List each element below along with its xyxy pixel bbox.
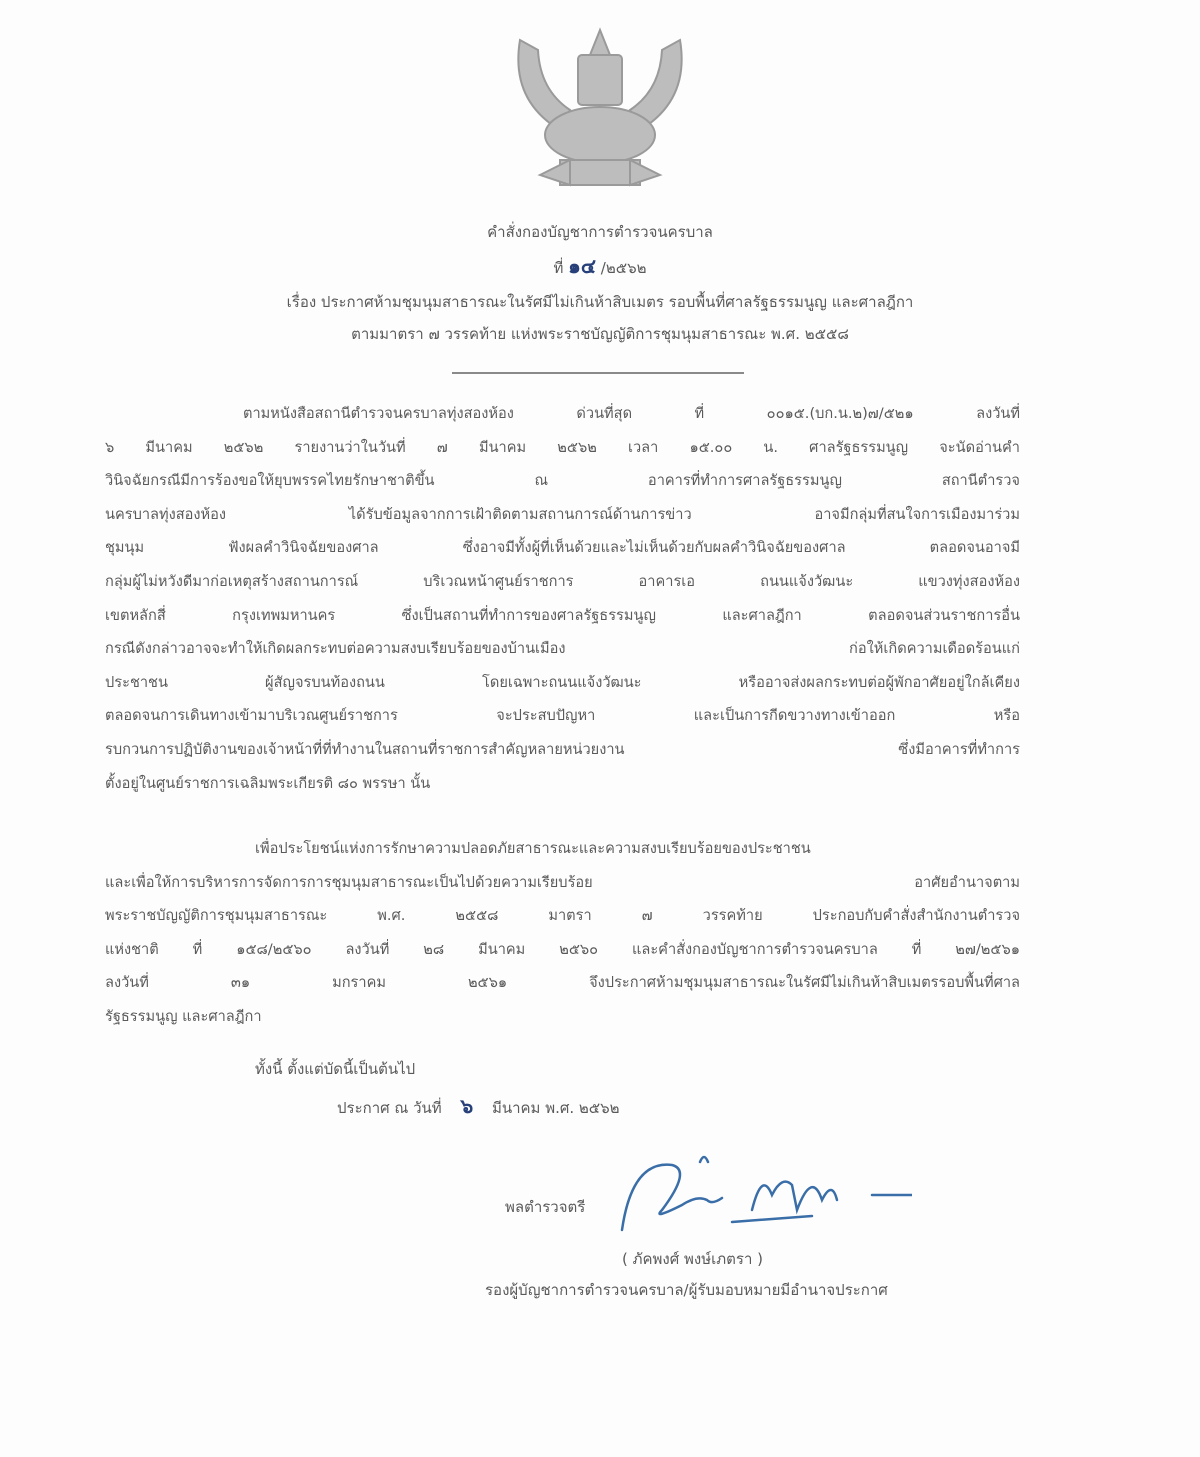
- subject-line-1: เรื่อง ประกาศห้ามชุมนุมสาธารณะในรัศมีไม่เกินห้าสิบเมตร รอบพื้นที่ศาลรัฐธรรมนูญ และศาลฎีกา: [286, 293, 914, 311]
- number-prefix: ที่: [553, 259, 564, 277]
- garuda-emblem-icon: [500, 10, 700, 200]
- paragraph-1: [105, 397, 1020, 800]
- handwritten-number: ๑๔: [568, 254, 597, 278]
- text-line: ตามหนังสือสถานีตำรวจนครบาลทุ่งสองห้อง ด่วนที่สุด ที่ ๐๐๑๕.(บก.น.๒)๗/๕๒๑ ลงวันที่: [243, 405, 1020, 422]
- date-suffix: มีนาคม พ.ศ. ๒๕๖๒: [491, 1099, 620, 1117]
- signature-icon: [612, 1150, 912, 1240]
- number-suffix: /๒๕๖๒: [600, 259, 647, 277]
- text-line: ชุมนุม ฟังผลคำวินิจฉัยของศาล ซึ่งอาจมีทั้งผู้ที่เห็นด้วยและไม่เห็นด้วยกับผลคำวินิจฉัยของศาล ตลอดจนอาจมี: [105, 539, 1020, 557]
- text-line: เขตหลักสี่ กรุงเทพมหานคร ซึ่งเป็นสถานที่ทำการของศาลรัฐธรรมนูญ และศาลฎีกา ตลอดจนส่วนราชการอื่น: [105, 606, 1020, 624]
- text-line: กรณีดังกล่าวอาจจะทำให้เกิดผลกระทบต่อความสงบเรียบร้อยของบ้านเมือง ก่อให้เกิดความเดือดร้อนแก่: [105, 640, 1020, 658]
- text-line: รัฐธรรมนูญ และศาลฎีกา: [105, 1007, 262, 1025]
- text-line: ตลอดจนการเดินทางเข้ามาบริเวณศูนย์ราชการ จะประสบปัญหา และเป็นการกีดขวางทางเข้าออก หรือ: [105, 707, 1020, 725]
- text-line: กลุ่มผู้ไม่หวังดีมาก่อเหตุสร้างสถานการณ์ บริเวณหน้าศูนย์ราชการ อาคารเอ ถนนแจ้งวัฒนะ แขวงทุ่งสองห้อง: [105, 572, 1020, 590]
- order-title: คำสั่งกองบัญชาการตำรวจนครบาล: [487, 223, 713, 241]
- paragraph-2: [105, 832, 1020, 1034]
- text-line: รบกวนการปฏิบัติงานของเจ้าหน้าที่ที่ทำงานในสถานที่ราชการสำคัญหลายหน่วยงาน ซึ่งมีอาคารที่ทำการ: [105, 740, 1020, 758]
- divider: [452, 372, 744, 374]
- text-line: พระราชบัญญัติการชุมนุมสาธารณะ พ.ศ. ๒๕๕๘ มาตรา ๗ วรรคท้าย ประกอบกับคำสั่งสำนักงานตำรวจ: [105, 907, 1020, 925]
- text-line: วินิจฉัยกรณีมีการร้องขอให้ยุบพรรคไทยรักษาชาติขึ้น ณ อาคารที่ทำการศาลรัฐธรรมนูญ สถานีตำรวจ: [105, 472, 1020, 490]
- subject-line-2: ตามมาตรา ๗ วรรคท้าย แห่งพระราชบัญญัติการชุมนุมสาธารณะ พ.ศ. ๒๕๕๘: [351, 325, 849, 343]
- date-prefix: ประกาศ ณ วันที่: [337, 1099, 442, 1117]
- announcement-date: [337, 1090, 620, 1122]
- text-line: ประชาชน ผู้สัญจรบนท้องถนน โดยเฉพาะถนนแจ้งวัฒนะ หรืออาจส่งผลกระทบต่อผู้พักอาศัยอยู่ใกล้เคียง: [105, 673, 1020, 691]
- text-line: นครบาลทุ่งสองห้อง ได้รับข้อมูลจากการเฝ้าติดตามสถานการณ์ด้านการข่าว อาจมีกลุ่มที่สนใจการเมืองมาร่วม: [105, 505, 1020, 523]
- text-line: แห่งชาติ ที่ ๑๕๘/๒๕๖๐ ลงวันที่ ๒๘ มีนาคม ๒๕๖๐ และคำสั่งกองบัญชาการตำรวจนครบาล ที่ ๒๗/๒๕๖๑: [105, 940, 1020, 958]
- signatory-position: รองผู้บัญชาการตำรวจนครบาล/ผู้รับมอบหมายมีอำนาจประกาศ: [485, 1281, 888, 1299]
- signatory-rank: พลตำรวจตรี: [505, 1198, 586, 1216]
- signatory-name: ( ภัคพงศ์ พงษ์เภตรา ): [622, 1250, 763, 1268]
- text-line: ๖ มีนาคม ๒๕๖๒ รายงานว่าในวันที่ ๗ มีนาคม ๒๕๖๒ เวลา ๑๕.๐๐ น. ศาลรัฐธรรมนูญ จะนัดอ่านคำ: [105, 438, 1020, 456]
- effective-statement: ทั้งนี้ ตั้งแต่บัดนี้เป็นต้นไป: [255, 1060, 416, 1078]
- text-line: และเพื่อให้การบริหารการจัดการการชุมนุมสาธารณะเป็นไปด้วยความเรียบร้อย อาศัยอำนาจตาม: [105, 873, 1020, 891]
- order-number: [0, 250, 1200, 282]
- text-line: ลงวันที่ ๓๑ มกราคม ๒๕๖๑ จึงประกาศห้ามชุมนุมสาธารณะในรัศมีไม่เกินห้าสิบเมตรรอบพื้นที่ศาล: [105, 974, 1020, 992]
- handwritten-day: ๖: [460, 1094, 474, 1118]
- text-line: ตั้งอยู่ในศูนย์ราชการเฉลิมพระเกียรติ ๘๐ พรรษา นั้น: [105, 774, 431, 792]
- text-line: เพื่อประโยชน์แห่งการรักษาความปลอดภัยสาธารณะและความสงบเรียบร้อยของประชาชน: [255, 840, 811, 857]
